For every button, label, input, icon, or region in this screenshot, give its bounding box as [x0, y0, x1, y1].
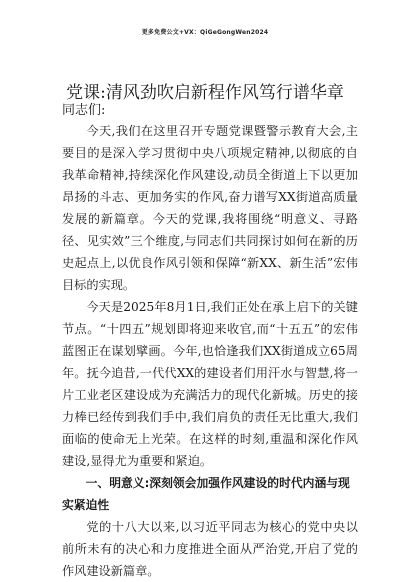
- document-body: [62, 120, 358, 582]
- document-title: 党课:清风劲吹启新程作风笃行谱华章: [66, 83, 344, 103]
- salutation: 同志们:: [62, 103, 106, 118]
- body-paragraph: 今天,我们在这里召开专题党课暨警示教育大会,主要目的是深入学习贯彻中央八项规定精神,以彻底的自我革命精神,持续深化作风建设,动员全街道上下以更加昂扬的斗志、更加务实的作风,奋力谱写XX街道高质量发展的新篇章。今天的党课,我将围绕“明意义、寻路径、见实效”三个维度,与同志们共同探讨如何在新的历史起点上,以优良作风引领和保障“新XX、新生活”宏伟目标的实现。: [62, 124, 358, 292]
- body-paragraph: 党的十八大以来,以习近平同志为核心的党中央以前所未有的决心和力度推进全面从严治党,开启了党的作风建设新篇章。: [62, 520, 358, 578]
- section-heading: 一、明意义:深刻领会加强作风建设的时代内涵与现实紧迫性: [62, 476, 350, 512]
- body-paragraph: 今天是2025年8月1日,我们正处在承上启下的关键节点。“十四五”规划即将迎来收官,而“十五五”的宏伟蓝图正在谋划擘画。今年,也恰逢我们XX街道成立65周年。抚今追昔,一代代XX的建设者们用汗水与智慧,将一片工业老区建设成为充满活力的现代化新城。历史的接力棒已经传到我们手中,我们肩负的责任无比重大,我们面临的使命无上光荣。在这样的时刻,重温和深化作风建设,显得尤为重要和紧迫。: [62, 300, 358, 468]
- page-header: 更多免费公文+VX：QiGeGongWen2024: [141, 29, 269, 36]
